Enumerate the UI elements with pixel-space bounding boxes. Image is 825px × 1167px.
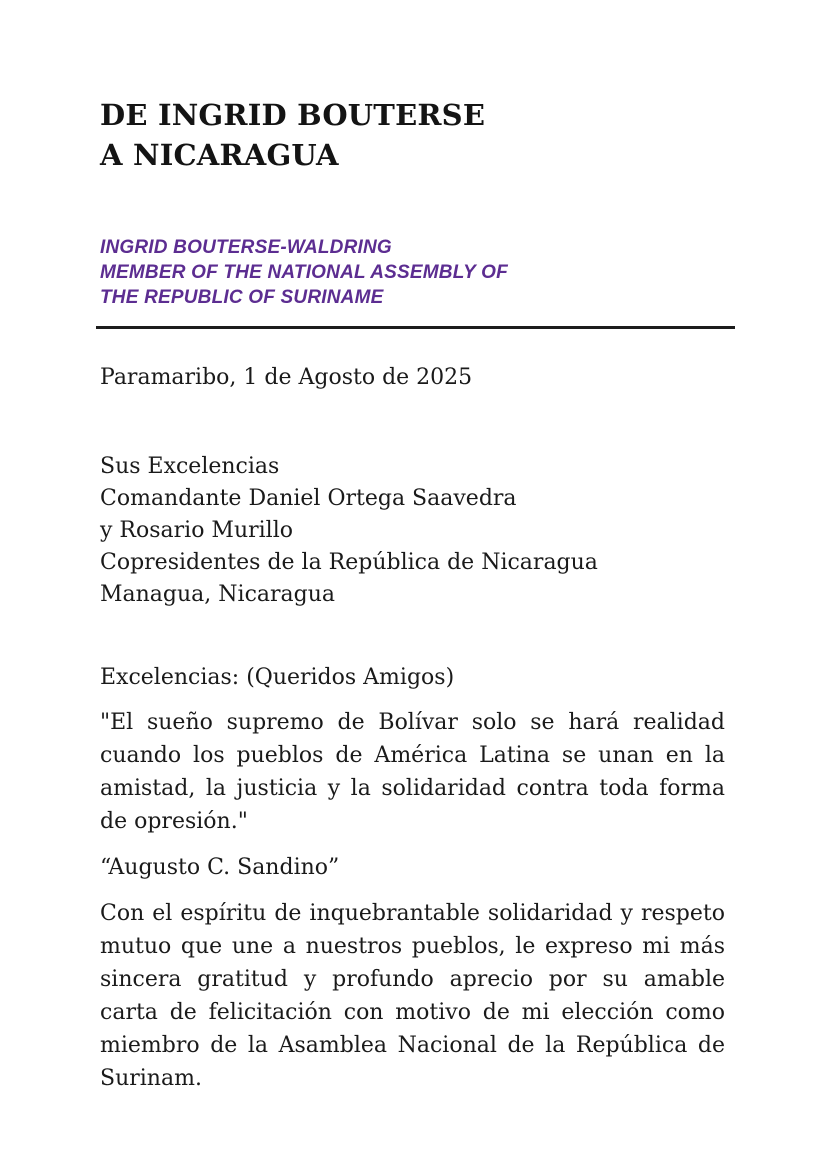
salutation-line: Excelencias: (Queridos Amigos) bbox=[100, 665, 455, 690]
letterhead-block bbox=[100, 235, 725, 310]
recipient-line-name-1: Comandante Daniel Ortega Saavedra bbox=[100, 486, 517, 511]
recipient-line-city: Managua, Nicaragua bbox=[100, 582, 336, 607]
letterhead-name: INGRID BOUTERSE-WALDRING bbox=[100, 237, 392, 258]
letter-title bbox=[100, 95, 725, 175]
quote-attribution: “Augusto C. Sandino” bbox=[100, 855, 340, 880]
title-line-2: A NICARAGUA bbox=[100, 138, 339, 172]
divider-rule bbox=[96, 326, 735, 329]
date-line: Paramaribo, 1 de Agosto de 2025 bbox=[100, 365, 473, 390]
recipient-line-name-2: y Rosario Murillo bbox=[100, 518, 293, 543]
title-line-1: DE INGRID BOUTERSE bbox=[100, 98, 486, 132]
body-paragraph: Con el espíritu de inquebrantable solidaridad y respeto mutuo que une a nuestros pueblos, le expreso mi más sincera gratitud y profundo aprecio por su amable carta de felicitación con motivo de mi elección como miembro de la Asamblea Nacional de la República de Surinam. bbox=[100, 901, 725, 1091]
recipient-line-honorific: Sus Excelencias bbox=[100, 454, 280, 479]
letterhead-role-line-1: MEMBER OF THE NATIONAL ASSEMBLY OF bbox=[100, 262, 508, 283]
recipient-block bbox=[100, 451, 725, 611]
recipient-line-title: Copresidentes de la República de Nicaragua bbox=[100, 550, 598, 575]
quote-paragraph: "El sueño supremo de Bolívar solo se hará realidad cuando los pueblos de América Latina se unan en la amistad, la justicia y la solidaridad contra toda forma de opresión." bbox=[100, 710, 725, 834]
letterhead-role-line-2: THE REPUBLIC OF SURINAME bbox=[100, 287, 384, 308]
